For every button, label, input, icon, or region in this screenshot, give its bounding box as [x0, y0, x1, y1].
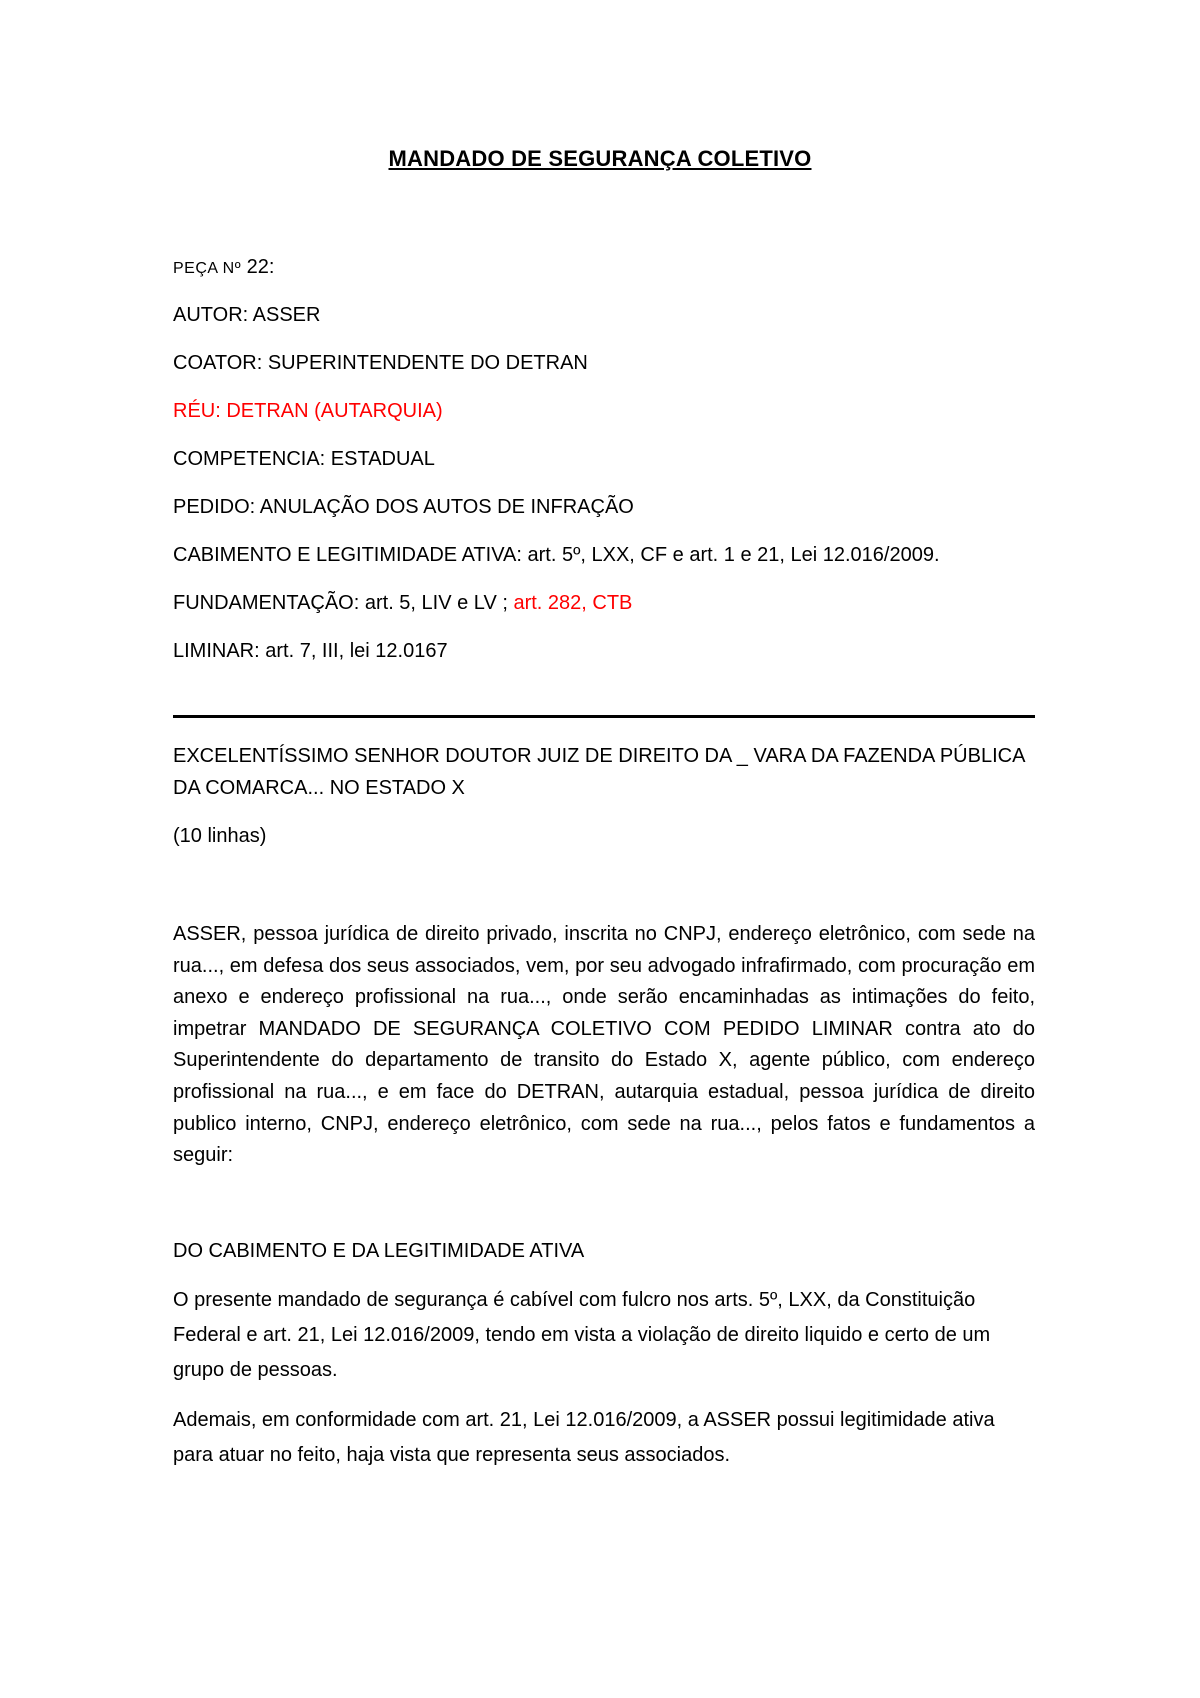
peca-line [173, 256, 274, 279]
section-heading: DO CABIMENTO E DA LEGITIMIDADE ATIVA [173, 1240, 585, 1262]
fundamentacao-line [173, 592, 632, 615]
peca-label: PEÇA Nº [173, 260, 242, 277]
pedido-line: PEDIDO: ANULAÇÃO DOS AUTOS DE INFRAÇÃO [173, 496, 634, 518]
reu-line: RÉU: DETRAN (AUTARQUIA) [173, 400, 443, 422]
autor-line: AUTOR: ASSER [173, 304, 321, 326]
lines-note: (10 linhas) [173, 825, 267, 847]
section-paragraph-2: Ademais, em conformidade com art. 21, Lei 12.016/2009, a ASSER possui legitimidade ativa para atuar no feito, haja vista que representa seus associados. [173, 1409, 995, 1466]
coator-line: COATOR: SUPERINTENDENTE DO DETRAN [173, 352, 588, 374]
fundamentacao-text: FUNDAMENTAÇÃO: art. 5, LIV e LV ; [173, 592, 514, 614]
qualification-paragraph: ASSER, pessoa jurídica de direito privado, inscrita no CNPJ, endereço eletrônico, com sede na rua..., em defesa dos seus associados, vem, por seu advogado infrafirmado, com procuração em anexo e endereço profissional na rua..., onde serão encaminhadas as intimações do feito, impetrar MANDADO DE SEGURANÇA COLETIVO COM PEDIDO LIMINAR contra ato do Superintendente do departamento de transito do Estado X, agente público, com endereço profissional na rua..., e em face do DETRAN, autarquia estadual, pessoa jurídica de direito publico interno, CNPJ, endereço eletrônico, com sede na rua..., pelos fatos e fundamentos a seguir: [173, 923, 1035, 1167]
competencia-line: COMPETENCIA: ESTADUAL [173, 448, 435, 470]
addressing-line-2: DA COMARCA... NO ESTADO X [173, 777, 465, 799]
addressing-line-1: EXCELENTÍSSIMO SENHOR DOUTOR JUIZ DE DIREITO DA _ VARA DA FAZENDA PÚBLICA [173, 745, 1026, 767]
cabimento-line: CABIMENTO E LEGITIMIDADE ATIVA: art. 5º, LXX, CF e art. 1 e 21, Lei 12.016/2009. [173, 544, 940, 566]
liminar-line: LIMINAR: art. 7, III, lei 12.0167 [173, 640, 448, 662]
peca-number: 22: [246, 256, 275, 278]
document-title: MANDADO DE SEGURANÇA COLETIVO [388, 146, 812, 171]
section-paragraph-1: O presente mandado de segurança é cabível com fulcro nos arts. 5º, LXX, da Constituição Federal e art. 21, Lei 12.016/2009, tendo em vista a violação de direito liquido e certo de um grupo de pessoas. [173, 1289, 991, 1381]
section-divider [173, 715, 1035, 718]
fundamentacao-ctb-reference: art. 282, CTB [513, 592, 633, 614]
